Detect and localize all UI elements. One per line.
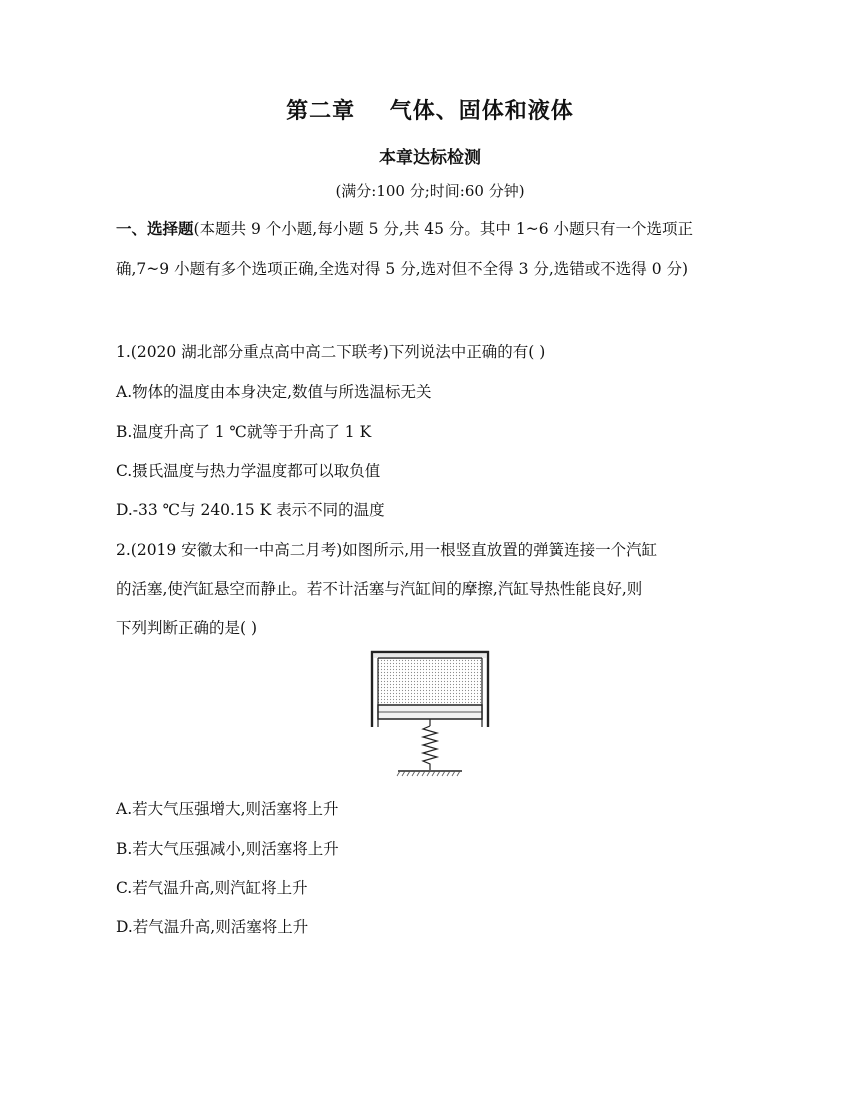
question-2-option-a: A.若大气压强增大,则活塞将上升 (116, 800, 339, 818)
part-one-instructions (116, 210, 746, 289)
question-1-option-a: A.物体的温度由本身决定,数值与所选温标无关 (116, 383, 432, 401)
section-title: 本章达标检测 (379, 148, 481, 168)
exam-info: (满分:100 分;时间:60 分钟) (335, 182, 525, 200)
question-1-option-c: C.摄氏温度与热力学温度都可以取负值 (116, 462, 381, 480)
question-1-stem: 1.(2020 湖北部分重点高中高二下联考)下列说法中正确的有( ) (116, 343, 546, 361)
question-1-option-d: D.-33 ℃与 240.15 K 表示不同的温度 (116, 501, 385, 519)
part-one-rules: (本题共 9 个小题,每小题 5 分,共 45 分。其中 1~6 小题只有一个选项正确,7~9 小题有多个选项正确,全选对得 5 分,选对但不全得 3 分,选错或不选得 0 分) (116, 220, 693, 278)
chapter-title: 第二章 气体、固体和液体 (286, 99, 574, 124)
spring (423, 726, 437, 770)
question-2-stem-line-2: 的活塞,使汽缸悬空而静止。若不计活塞与汽缸间的摩擦,汽缸导热性能良好,则 (116, 580, 643, 598)
question-2-option-b: B.若大气压强减小,则活塞将上升 (116, 840, 339, 858)
question-2-option-d: D.若气温升高,则活塞将上升 (116, 918, 309, 936)
gas-region (378, 658, 482, 705)
part-one-heading: 一、选择题 (116, 220, 194, 238)
cylinder-spring-figure (368, 650, 492, 780)
question-2-stem-line-1: 2.(2019 安徽太和一中高二月考)如图所示,用一根竖直放置的弹簧连接一个汽缸 (116, 541, 658, 559)
question-2-stem-line-3: 下列判断正确的是( ) (116, 619, 258, 637)
question-2-option-c: C.若气温升高,则汽缸将上升 (116, 879, 308, 897)
question-1-option-b: B.温度升高了 1 ℃就等于升高了 1 K (116, 423, 372, 441)
